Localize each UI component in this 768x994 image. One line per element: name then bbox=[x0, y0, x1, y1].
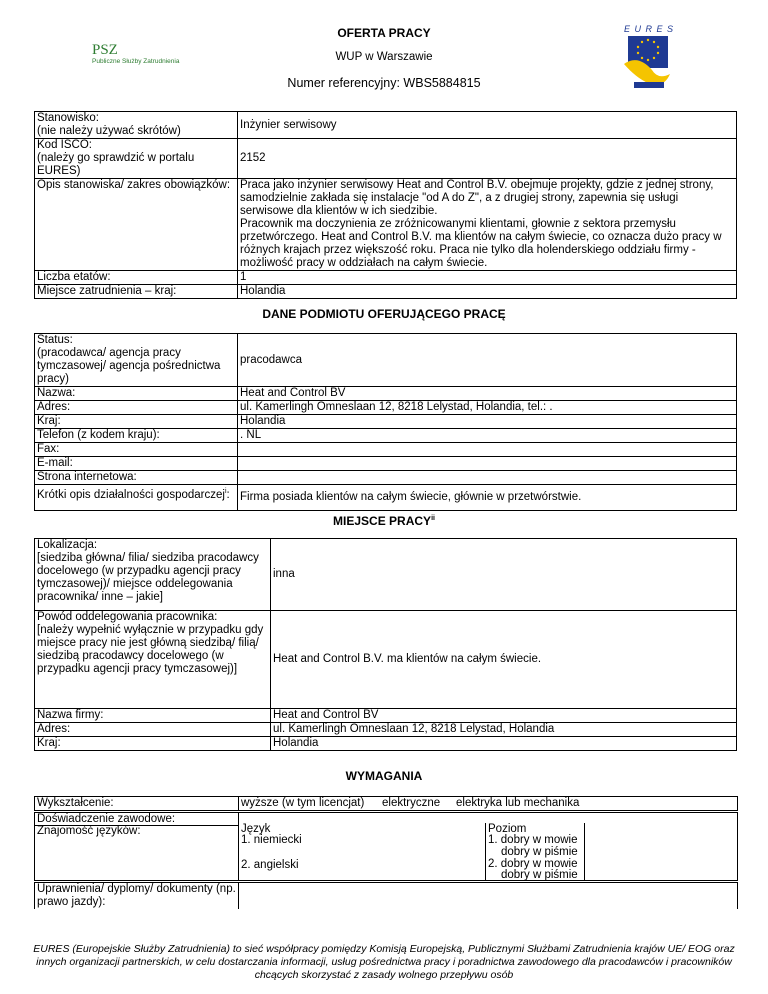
permits-row bbox=[34, 882, 738, 909]
country-value: Holandia bbox=[238, 415, 737, 429]
company-name-value: Heat and Control BV bbox=[271, 709, 737, 723]
address-label: Adres: bbox=[35, 401, 238, 415]
table-row bbox=[35, 471, 737, 485]
location-value: inna bbox=[271, 539, 737, 611]
address-value: ul. Kamerlingh Omneslaan 12, 8218 Lelystad, Holandia, tel.: . bbox=[238, 401, 737, 415]
experience-label: Doświadczenie zawodowe: bbox=[37, 813, 176, 825]
table-row bbox=[35, 415, 737, 429]
table-row bbox=[35, 139, 737, 179]
level-1-writing: dobry w piśmie bbox=[501, 846, 578, 858]
phone-label: Telefon (z kodem kraju): bbox=[35, 429, 238, 443]
fax-label: Fax: bbox=[35, 443, 238, 457]
email-value bbox=[238, 457, 737, 471]
divider bbox=[485, 823, 486, 880]
address-label: Adres: bbox=[35, 723, 271, 737]
eures-logo: E U R E S bbox=[618, 24, 680, 90]
office-name: WUP w Warszawie bbox=[335, 51, 433, 63]
table-row bbox=[35, 334, 737, 387]
divider bbox=[238, 883, 239, 909]
location-label: Lokalizacja: [siedziba główna/ filia/ siedziba pracodawcy docelowego (w przypadku agencji pracy tymczasowej)/ miejsce oddelegowania pracownika/ inne – jakie] bbox=[35, 539, 271, 611]
workplace-section-title: MIEJSCE PRACY$^{ii}$ bbox=[333, 514, 435, 528]
language-2: 2. angielski bbox=[241, 859, 299, 871]
email-label: E-mail: bbox=[35, 457, 238, 471]
level-header: Poziom bbox=[488, 823, 527, 835]
education-value: wyższe (w tym licencjat) bbox=[241, 797, 365, 809]
level-1-speech: 1. dobry w mowie bbox=[488, 834, 578, 846]
page-title: OFERTA PRACY bbox=[337, 26, 431, 40]
table-row bbox=[35, 723, 737, 737]
description-value: Praca jako inżynier serwisowy Heat and Control B.V. obejmuje projekty, gdzie z jednej strony, samodzielnie zakłada się instalacje "od A do Z", a z drugiej strony, zapewnia się usługi serwisowe dla klientów w ich siedzibie. Pracownik ma doczynienia ze zróżnicowanymi klientami, głownie z sektora przemysłu przetwórczego. Heat and Control B.V. ma klientów na całym świecie, co oznacza dużo pracy w różnych krajach przez większość roku. Praca nie tylko dla holenderskiego oddziału firmy - możliwość pracy w oddziałach na całym świecie. bbox=[238, 179, 737, 271]
business-desc-label: Krótki opis działalności gospodarczej$^i$: bbox=[35, 485, 238, 511]
company-name-label: Nazwa firmy: bbox=[35, 709, 271, 723]
level-2-speech: 2. dobry w mowie bbox=[488, 858, 578, 870]
country-label: Miejsce zatrudnienia – kraj: bbox=[35, 285, 238, 299]
status-value: pracodawca bbox=[238, 334, 737, 387]
positions-count-value: 1 bbox=[238, 271, 737, 285]
education-row bbox=[34, 796, 738, 811]
country-value: Holandia bbox=[238, 285, 737, 299]
psz-logo: PSZ Publiczne Służby Zatrudnienia bbox=[92, 42, 180, 65]
positions-count-label: Liczba etatów: bbox=[35, 271, 238, 285]
table-row bbox=[35, 611, 737, 709]
address-value: ul. Kamerlingh Omneslaan 12, 8218 Lelystad, Holandia bbox=[271, 723, 737, 737]
description-label: Opis stanowiska/ zakres obowiązków: bbox=[35, 179, 238, 271]
reference-number: Numer referencyjny: WBS5884815 bbox=[287, 76, 481, 90]
level-2-writing: dobry w piśmie bbox=[501, 869, 578, 881]
country-label: Kraj: bbox=[35, 737, 271, 751]
table-row bbox=[35, 271, 737, 285]
footer-note: EURES (Europejskie Służby Zatrudnienia) to sieć współpracy pomiędzy Komisją Europejską, Publicznymi Służbami Zatrudnienia krajów UE/ EOG oraz innych organizacji partnerskich, w celu dostarczania informacji, usług pośrednictwa pracy i poradnictwa zawodowego dla pracodawców i pracowników chcących skorzystać z zasady wolnego przepływu osób bbox=[33, 943, 735, 981]
country-value: Holandia bbox=[271, 737, 737, 751]
education-label: Wykształcenie: bbox=[37, 797, 114, 809]
table-row bbox=[35, 737, 737, 751]
phone-value: . NL bbox=[238, 429, 737, 443]
delegation-value: Heat and Control B.V. ma klientów na całym świecie. bbox=[271, 611, 737, 709]
country-label: Kraj: bbox=[35, 415, 238, 429]
website-value bbox=[238, 471, 737, 485]
website-label: Strona internetowa: bbox=[35, 471, 238, 485]
languages-label: Znajomość języków: bbox=[37, 825, 141, 837]
position-value: Inżynier serwisowy bbox=[238, 112, 737, 139]
education-field: elektryczne bbox=[382, 797, 441, 809]
fax-value bbox=[238, 443, 737, 457]
workplace-table bbox=[34, 538, 737, 751]
employer-section-title: DANE PODMIOTU OFERUJĄCEGO PRACĘ bbox=[262, 307, 506, 321]
name-value: Heat and Control BV bbox=[238, 387, 737, 401]
education-profession: elektryka lub mechanika bbox=[456, 797, 580, 809]
position-label: Stanowisko: (nie należy używać skrótów) bbox=[35, 112, 238, 139]
divider bbox=[584, 823, 585, 880]
table-row bbox=[35, 539, 737, 611]
table-row bbox=[35, 457, 737, 471]
table-row bbox=[35, 429, 737, 443]
table-row bbox=[35, 443, 737, 457]
table-row bbox=[35, 285, 737, 299]
table-row bbox=[35, 179, 737, 271]
delegation-label: Powód oddelegowania pracownika: [należy wypełnić wyłącznie w przypadku gdy miejsce pracy nie jest główną siedzibą/ filią/ siedzibą pracodawcy docelowego (w przypadku agencji pracy tymczasowej)] bbox=[35, 611, 271, 709]
permits-label: Uprawnienia/ dyplomy/ dokumenty (np. prawo jazdy): bbox=[37, 883, 236, 908]
name-label: Nazwa: bbox=[35, 387, 238, 401]
isco-value: 2152 bbox=[238, 139, 737, 179]
isco-label: Kod ISCO: (należy go sprawdzić w portalu EURES) bbox=[35, 139, 238, 179]
employer-table bbox=[34, 333, 737, 511]
table-row bbox=[35, 401, 737, 415]
table-row bbox=[35, 112, 737, 139]
language-1: 1. niemiecki bbox=[241, 834, 302, 846]
divider bbox=[238, 813, 239, 880]
business-desc-value: Firma posiada klientów na całym świecie, głównie w przetwórstwie. bbox=[238, 485, 737, 511]
divider bbox=[238, 796, 239, 810]
language-header: Język bbox=[241, 823, 271, 835]
table-row bbox=[35, 387, 737, 401]
job-table bbox=[34, 111, 737, 299]
experience-languages-block bbox=[34, 812, 738, 881]
table-row bbox=[35, 485, 737, 511]
status-label: Status: (pracodawca/ agencja pracy tymczasowej/ agencja pośrednictwa pracy) bbox=[35, 334, 238, 387]
requirements-section-title: WYMAGANIA bbox=[345, 769, 423, 783]
table-row bbox=[35, 709, 737, 723]
